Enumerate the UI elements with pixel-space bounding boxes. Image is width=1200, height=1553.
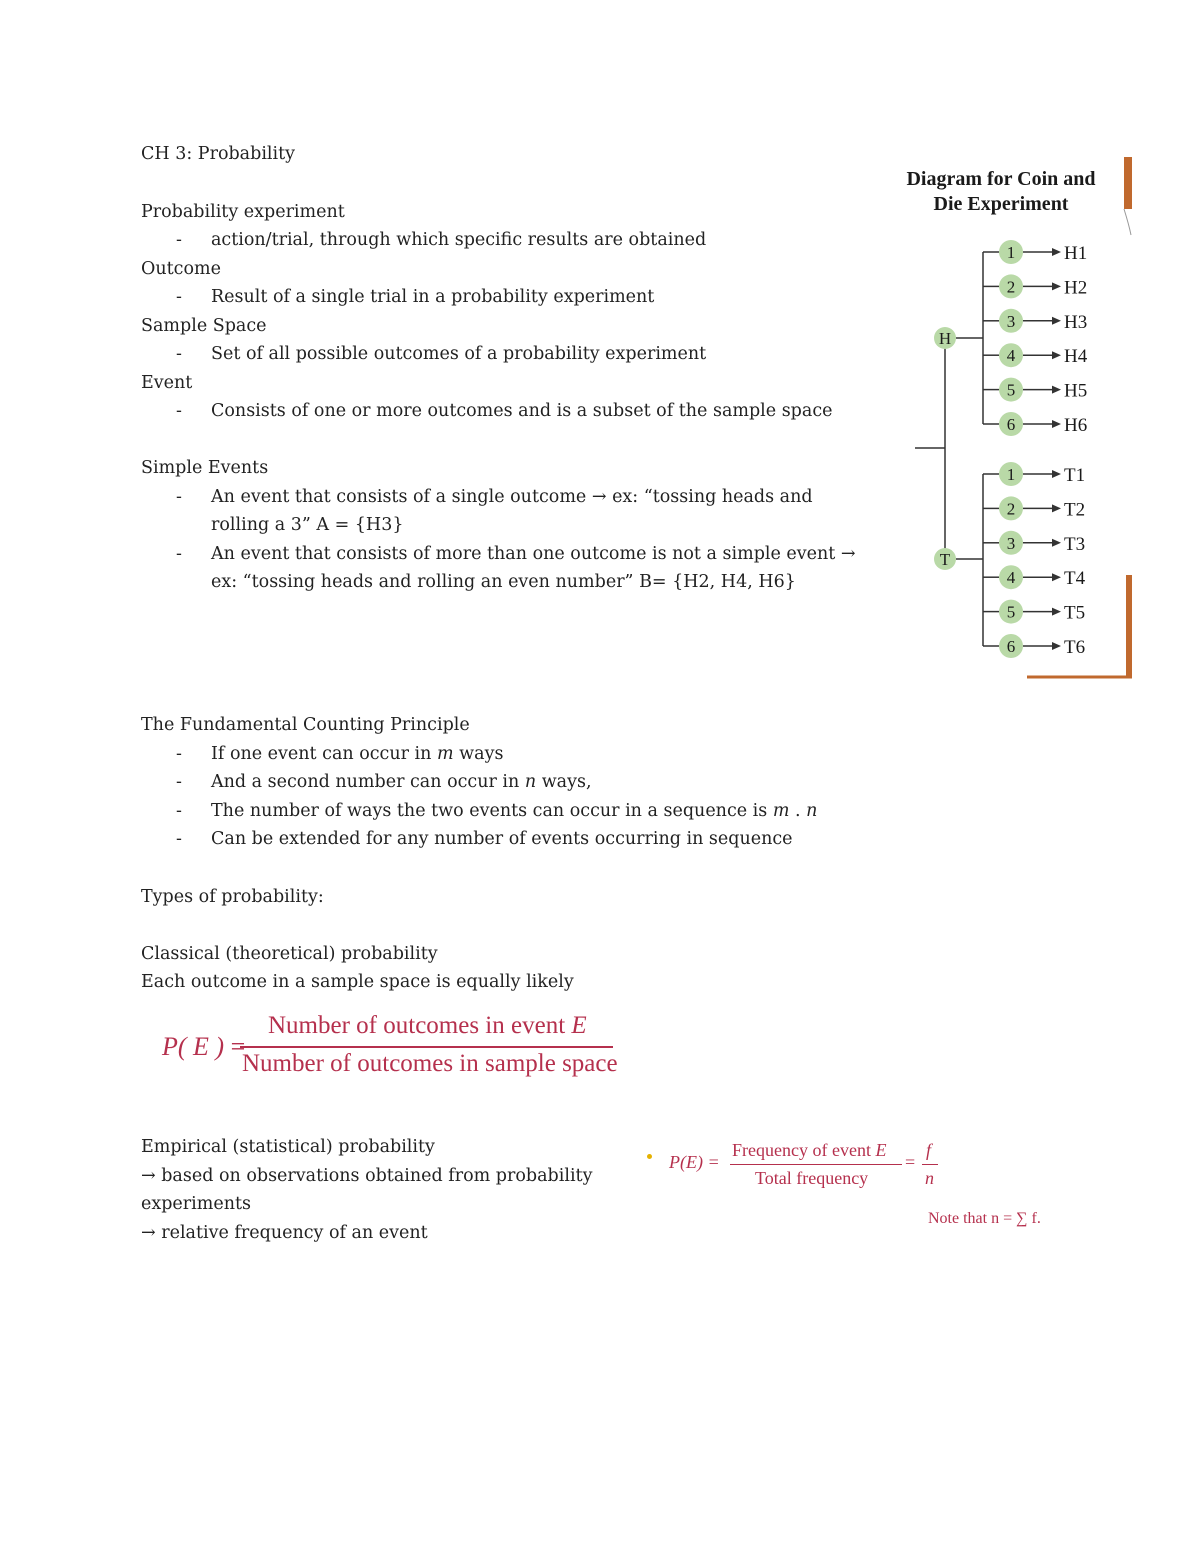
formula-numerator: Frequency of event E: [732, 1140, 887, 1160]
section-heading: Simple Events: [141, 458, 269, 478]
arrow-head-icon: [1052, 642, 1061, 650]
arrow-head-icon: [1052, 420, 1061, 428]
bullet-dash: -: [176, 487, 182, 507]
tree-node-label: T: [939, 550, 951, 569]
tree-outcome-label: H2: [1064, 277, 1088, 299]
bullet-dot: [647, 1154, 652, 1159]
arrow-head-icon: [1052, 248, 1061, 256]
formula-denominator: Total frequency: [755, 1168, 869, 1188]
arrow-head-icon: [1052, 317, 1061, 325]
counting-bullet: Can be extended for any number of events occurring in sequence: [211, 829, 793, 849]
diagram-title-line2: Die Experiment: [933, 193, 1069, 215]
bullet-dash: -: [176, 344, 182, 364]
definition-description: Result of a single trial in a probability experiment: [211, 287, 655, 307]
empirical-probability-formula: [645, 1138, 1065, 1238]
counting-bullet: The number of ways the two events can occur in a sequence is m . n: [211, 801, 818, 821]
tree-outcome-label: H5: [1064, 380, 1088, 402]
definition-term: Probability experiment: [141, 202, 345, 222]
accent-bar: [1124, 157, 1132, 209]
definition-term: Sample Space: [141, 316, 267, 336]
arrow-head-icon: [1052, 470, 1061, 478]
formula-numerator: Number of outcomes in event E: [268, 1012, 587, 1039]
definition-description: Set of all possible outcomes of a probability experiment: [211, 344, 707, 364]
fraction-bar: [922, 1164, 938, 1165]
tree-outcome-label: T4: [1064, 568, 1086, 590]
bullet-dash: -: [176, 829, 182, 849]
tree-outcome-label: T5: [1064, 602, 1086, 624]
coin-die-tree-diagram: [895, 155, 1135, 680]
tree-outcome-label: H4: [1064, 346, 1088, 368]
formula-lhs: P(E) =: [669, 1152, 720, 1172]
simple-event-bullet-line: ex: “tossing heads and rolling an even number” B= {H2, H4, H6}: [211, 572, 796, 592]
definition-term: Outcome: [141, 259, 221, 279]
tree-outcome-label: T1: [1064, 465, 1086, 486]
tree-leaf-number: 2: [1006, 499, 1016, 519]
definition-term: Event: [141, 373, 193, 393]
arrow-head-icon: [1052, 539, 1061, 547]
fraction-bar: [730, 1164, 902, 1165]
classical-subtext: Each outcome in a sample space is equally likely: [141, 972, 574, 992]
section-heading: Types of probability:: [141, 887, 324, 907]
section-heading: The Fundamental Counting Principle: [141, 715, 470, 735]
bullet-dash: -: [176, 401, 182, 421]
bullet-dash: -: [176, 744, 182, 764]
definition-description: Consists of one or more outcomes and is a subset of the sample space: [211, 401, 833, 421]
empirical-line: experiments: [141, 1194, 251, 1214]
page-title: CH 3: Probability: [141, 144, 296, 164]
bullet-dash: -: [176, 287, 182, 307]
tree-leaf-number: 5: [1006, 602, 1016, 622]
arrow-head-icon: [1052, 608, 1061, 616]
tree-outcome-label: H3: [1064, 311, 1088, 333]
formula-n: n: [925, 1168, 934, 1188]
bullet-dash: -: [176, 772, 182, 792]
bullet-dash: -: [176, 230, 182, 250]
formula-equals: =: [905, 1152, 916, 1172]
simple-event-bullet-line: An event that consists of more than one outcome is not a simple event →: [211, 544, 856, 564]
simple-event-bullet-line: An event that consists of a single outcome → ex: “tossing heads and: [211, 487, 813, 507]
bullet-dash: -: [176, 544, 182, 564]
classical-probability-formula: [162, 1012, 622, 1090]
tree-svg: [895, 155, 1135, 680]
tree-leaf-number: 6: [1006, 415, 1016, 434]
definition-description: action/trial, through which specific results are obtained: [211, 230, 707, 250]
arrow-head-icon: [1052, 504, 1061, 512]
decor-line: [1124, 209, 1131, 235]
diagram-title-line1: Diagram for Coin and: [906, 168, 1096, 190]
tree-outcome-label: T2: [1064, 499, 1086, 521]
formula-denominator: Number of outcomes in sample space: [242, 1050, 618, 1077]
counting-bullet: And a second number can occur in n ways,: [211, 772, 592, 792]
bullet-dash: -: [176, 801, 182, 821]
tree-outcome-label: T3: [1064, 533, 1086, 555]
formula-lhs: P( E ) =: [162, 1032, 246, 1061]
simple-event-bullet-line: rolling a 3” A = {H3}: [211, 515, 404, 535]
tree-leaf-number: 4: [1006, 568, 1016, 588]
arrow-head-icon: [1052, 573, 1061, 581]
arrow-head-icon: [1052, 282, 1061, 290]
formula-f: f: [926, 1140, 932, 1160]
section-heading: Empirical (statistical) probability: [141, 1137, 435, 1157]
tree-outcome-label: T6: [1064, 637, 1086, 658]
tree-leaf-number: 4: [1006, 346, 1016, 366]
tree-leaf-number: 1: [1006, 465, 1016, 484]
empirical-line: → relative frequency of an event: [141, 1223, 428, 1243]
tree-node-label: H: [938, 329, 952, 348]
arrow-head-icon: [1052, 351, 1061, 359]
tree-outcome-label: H6: [1064, 415, 1088, 436]
counting-bullet: If one event can occur in m ways: [211, 744, 504, 764]
empirical-line: → based on observations obtained from probability: [141, 1166, 593, 1186]
tree-leaf-number: 2: [1006, 277, 1016, 297]
fraction-bar: [240, 1046, 613, 1048]
tree-leaf-number: 5: [1006, 380, 1016, 400]
tree-outcome-label: H1: [1064, 243, 1088, 264]
tree-leaf-number: 3: [1006, 311, 1016, 331]
arrow-head-icon: [1052, 386, 1061, 394]
tree-leaf-number: 6: [1006, 637, 1016, 656]
tree-leaf-number: 1: [1006, 243, 1016, 262]
accent-bar: [1126, 575, 1132, 677]
section-heading: Classical (theoretical) probability: [141, 944, 438, 964]
tree-leaf-number: 3: [1006, 533, 1016, 553]
formula-note: Note that n = ∑ f.: [928, 1210, 1041, 1227]
